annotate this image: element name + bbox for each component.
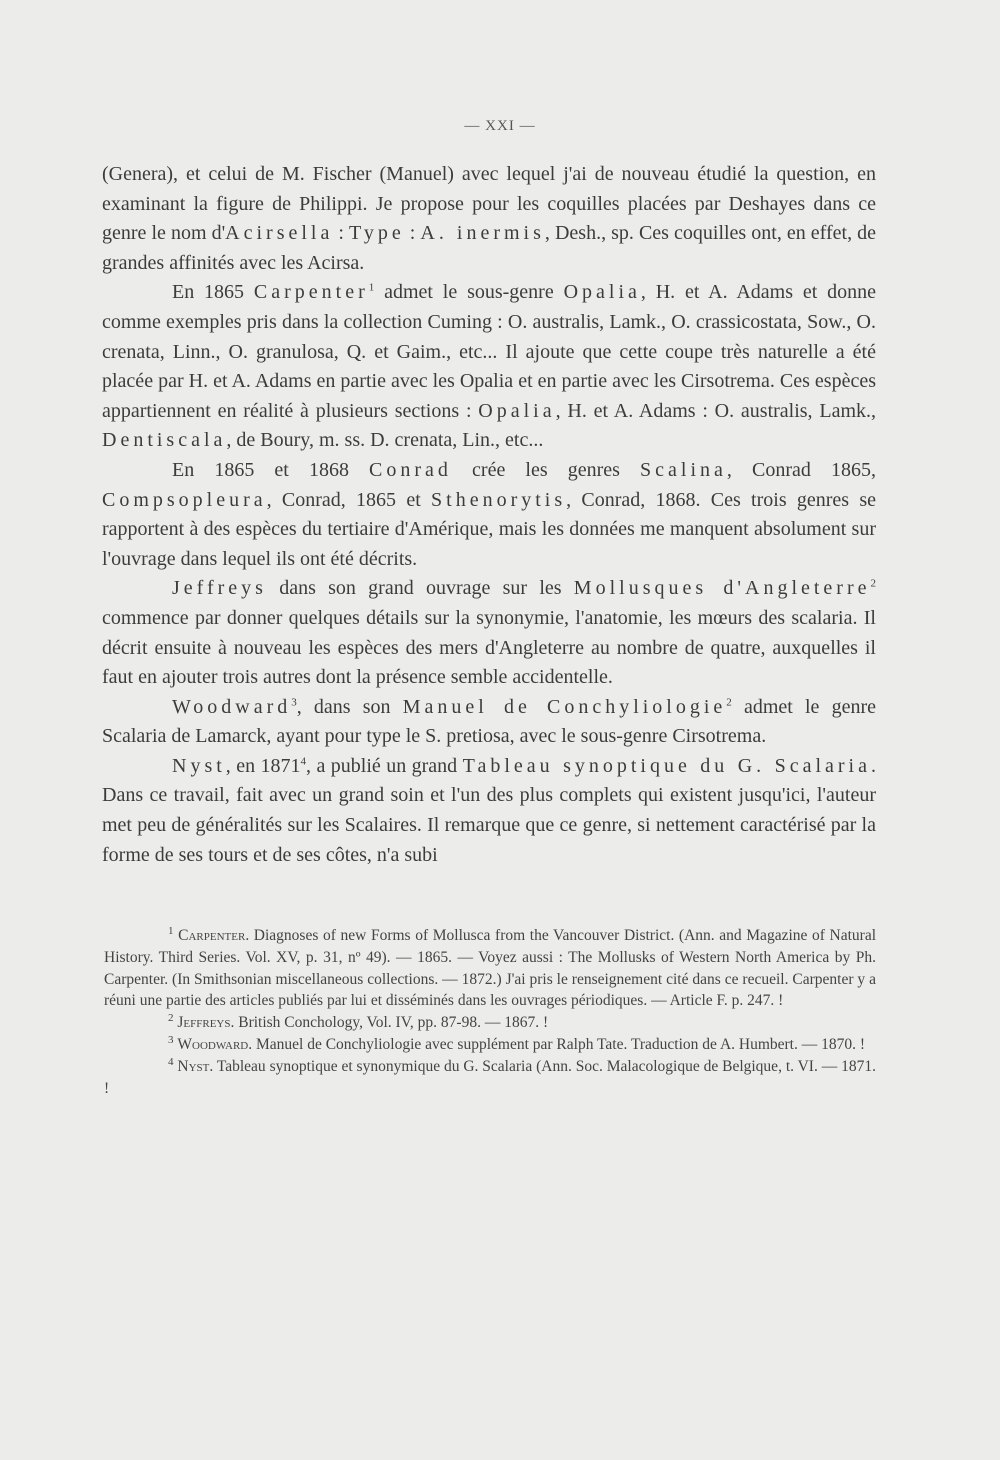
footnote-ref: 3 — [291, 696, 297, 709]
footnote-1: $^1$ Carpenter. Diagnoses of new Forms of Mollusca from the Vancouver District. (Ann. and Magazine of Natural History. Third Series. Vol. XV, p. 31, nº 49). — 1865. — Voyez aussi : The Mollusks of Western North America by Ph. Carpenter. (In Smithsonian miscellaneous collections. — 1872.) J'ai pris le renseignement cité dans ce recueil. Carpenter y a réuni une partie des articles publiés par lui et disséminés dans les ouvrages périodiques. — Article F. p. 247. ! — [104, 924, 877, 1010]
author-name: Woodward — [172, 695, 292, 718]
work-title: Manuel de Conchyliologie — [402, 695, 727, 718]
paragraph-5: Woodward$^3$, dans son Manuel de Conchyliologie$^2$ admet le genre Scalaria de Lamarck, ayant pour type le S. pretiosa, avec le sous-genre Cirsotrema. — [102, 695, 876, 748]
footnote-4: $^4$ Nyst. Tableau synoptique et synonymique du G. Scalaria (Ann. Soc. Malacologique de Belgique, t. VI. — 1871. ! — [104, 1055, 876, 1097]
author-name: Nyst — [172, 754, 226, 777]
genus-name: Scalina — [640, 458, 727, 481]
footnote-author: Carpenter — [178, 927, 246, 944]
type-label: Type — [349, 222, 405, 245]
page-number: — XXI — — [464, 118, 536, 134]
author-name: Conrad — [369, 458, 452, 481]
main-text — [102, 160, 876, 870]
footnote-author: Woodward — [177, 1035, 249, 1053]
paragraph-6: Nyst, en 1871$^4$, a publié un grand Tableau synoptique du G. Scalaria. Dans ce travail, fait avec un grand soin et l'un des plus complets qui existent jusqu'ici, l'auteur met peu de généralités sur les Scalaires. Il remarque que ce genre, si nettement caractérisé par la forme de ses tours et de ses côtes, n'a subi — [102, 754, 876, 866]
footnote-author: Nyst — [177, 1057, 210, 1075]
genus-name: Acirsella — [225, 222, 334, 245]
genus-name: Opalia — [478, 399, 556, 422]
footnote-author: Jeffreys — [177, 1014, 231, 1032]
footnote-ref: 2 — [726, 696, 732, 709]
footnote-number: 1 — [168, 924, 174, 937]
footnote-number: 2 — [168, 1012, 174, 1025]
genus-name: Sthenorytis — [431, 488, 567, 511]
species-name: A. inermis — [420, 222, 545, 245]
footnotes — [104, 925, 876, 1099]
genus-name: Dentiscala — [102, 429, 227, 452]
paragraph-3: En 1865 et 1868 Conrad crée les genres Scalina, Conrad 1865, Compsopleura, Conrad, 1865 et Sthenorytis, Conrad, 1868. Ces trois genres se rapportent à des espèces du tertiaire d'Amérique, mais les données me manquent absolument sur l'ouvrage dans lequel ils ont été décrits. — [102, 458, 876, 570]
footnote-number: 4 — [168, 1055, 174, 1068]
paragraph-4: Jeffreys dans son grand ouvrage sur les Mollusques d'Angleterre$^2$ commence par donner quelques détails sur la synonymie, l'anatomie, les mœurs des scalaria. Il décrit ensuite à nouveau les espèces des mers d'Angleterre au nombre de quatre, auxquelles il faut en ajouter trois autres dont la présence semble accidentelle. — [102, 577, 877, 689]
footnote-ref: 1 — [368, 281, 375, 294]
work-title: Mollusques d'Angleterre — [573, 577, 871, 600]
author-name: Jeffreys — [172, 577, 267, 600]
genus-name: Compsopleura — [102, 488, 267, 511]
footnote-ref: 2 — [870, 577, 877, 590]
footnote-3: $^3$ Woodward. Manuel de Conchyliologie avec supplément par Ralph Tate. Traduction de A. Humbert. — 1870. ! — [168, 1033, 866, 1053]
footnote-number: 3 — [168, 1033, 174, 1046]
footnote-2: $^2$ Jeffreys. British Conchology, Vol. IV, pp. 87-98. — 1867. ! — [168, 1012, 549, 1032]
work-title: Tableau synoptique du G. Scalaria — [462, 754, 871, 777]
paragraph-2: En 1865 Carpenter$^1$ admet le sous-genre Opalia, H. et A. Adams et donne comme exemples pris dans la collection Cuming : O. australis, Lamk., O. crassicostata, Sow., O. crenata, Linn., O. granulosa, Q. et Gaim., etc... Il ajoute que cette coupe très naturelle a été placée par H. et A. Adams en partie avec les Opalia et en partie avec les Cirsotrema. Ces espèces appartiennent en réalité à plusieurs sections : Opalia, H. et A. Adams : O. australis, Lamk., Dentiscala, de Boury, m. ss. D. crenata, Lin., etc... — [102, 281, 877, 452]
footnote-ref: 4 — [300, 755, 307, 768]
author-name: Carpenter — [253, 281, 369, 304]
genus-name: Opalia — [563, 281, 641, 304]
paragraph-1: (Genera), et celui de M. Fischer (Manuel) avec lequel j'ai de nouveau étudié la question, en examinant la figure de Philippi. Je propose pour les coquilles placées par Deshayes dans ce genre le nom d'Acirsella : Type : A. inermis, Desh., sp. Ces coquilles ont, en effet, de grandes affinités avec les Acirsa. — [102, 163, 877, 274]
